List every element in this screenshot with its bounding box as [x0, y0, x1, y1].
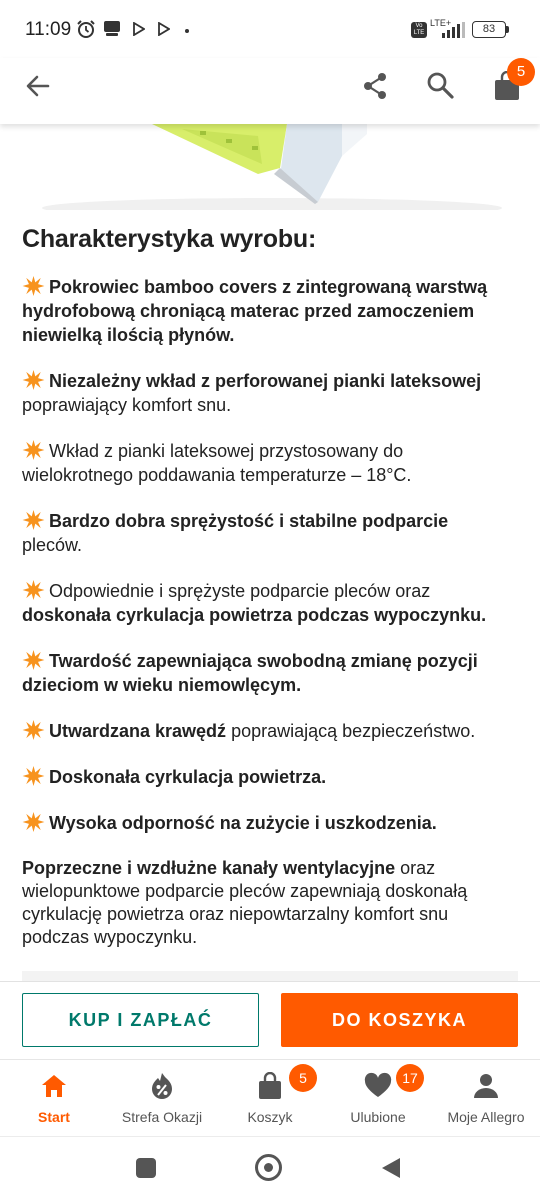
feature-bold-text: doskonała cyrkulacja powietrza podczas wypoczynku.	[22, 605, 487, 625]
feature-text: Odpowiednie i sprężyste podparcie pleców oraz	[49, 581, 431, 601]
feature-text: poprawiający komfort snu.	[22, 395, 232, 415]
feature-item	[22, 439, 512, 487]
battery-tip	[506, 26, 509, 33]
nav-item-koszyk[interactable]	[216, 1060, 324, 1137]
feature-bold-text: Doskonała cyrkulacja powietrza.	[49, 767, 327, 787]
feature-text: Wkład z pianki lateksowej przystosowany do wielokrotnego poddawania temperaturze – 18°C.	[22, 441, 412, 485]
alarm-icon	[76, 19, 96, 39]
nav-item-moje-allegro[interactable]	[432, 1060, 540, 1137]
cart-bag-icon	[256, 1072, 284, 1100]
battery-indicator: 83	[472, 21, 506, 38]
section-title: Charakterystyka wyrobu:	[22, 225, 317, 253]
heart-icon	[364, 1072, 392, 1100]
nav-label: Start	[38, 1109, 70, 1125]
home-icon	[40, 1072, 68, 1100]
summary-text: oraz wielopunktowe podparcie pleców zapewniają doskonałą cyrkulację powietrza oraz niepowtarzalny komfort snu podczas wypoczynku.	[22, 858, 468, 947]
favorites-count-badge: 17	[396, 1064, 424, 1092]
system-navigation-bar	[0, 1136, 540, 1200]
feature-bold-text: Utwardzana krawędź	[49, 721, 227, 741]
system-back-icon[interactable]	[380, 1157, 402, 1179]
nav-label: Moje Allegro	[447, 1109, 525, 1125]
sparkle-star-icon	[22, 440, 45, 460]
feature-item	[22, 649, 512, 697]
play-notification-icon	[158, 22, 170, 36]
feature-item	[22, 719, 512, 743]
status-bar	[0, 0, 540, 58]
volte-icon: Vo LTE	[411, 22, 427, 38]
purchase-action-bar	[0, 981, 540, 1059]
buy-and-pay-button[interactable]: KUP I ZAPŁAĆ	[22, 993, 259, 1047]
nav-item-strefa-okazji[interactable]	[108, 1060, 216, 1137]
cart-count-badge: 5	[507, 58, 535, 86]
calendar-notification-icon	[103, 19, 121, 37]
feature-item	[22, 765, 512, 789]
summary-paragraph	[22, 857, 512, 949]
feature-item	[22, 275, 512, 347]
signal-icon	[440, 22, 466, 38]
more-notifications-dot	[185, 29, 189, 33]
sparkle-star-icon	[22, 766, 45, 786]
nav-label: Ulubione	[350, 1109, 406, 1125]
home-button-dot	[264, 1163, 273, 1172]
feature-text: pleców.	[22, 535, 83, 555]
nav-label: Koszyk	[247, 1109, 293, 1125]
sparkle-star-icon	[22, 370, 45, 390]
feature-bold-text: Bardzo dobra sprężystość i stabilne podparcie	[49, 511, 449, 531]
sparkle-star-icon	[22, 812, 45, 832]
feature-item	[22, 369, 512, 417]
feature-item	[22, 811, 512, 835]
sparkle-star-icon	[22, 720, 45, 740]
feature-bold-text: Niezależny wkład z perforowanej pianki lateksowej	[49, 371, 482, 391]
sparkle-star-icon	[22, 650, 45, 670]
nav-label: Strefa Okazji	[121, 1109, 203, 1125]
person-icon	[472, 1072, 500, 1100]
product-description	[22, 222, 512, 949]
feature-bold-text: Wysoka odporność na zużycie i uszkodzenia.	[49, 813, 437, 833]
sparkle-star-icon	[22, 510, 45, 530]
feature-text: poprawiającą bezpieczeństwo.	[226, 721, 476, 741]
feature-item	[22, 579, 512, 627]
feature-bold-text: Pokrowiec bamboo covers z zintegrowaną warstwą hydrofobową chroniącą materac przed zamoczeniem niewielką ilością płynów.	[22, 277, 488, 345]
nav-item-ulubione[interactable]	[324, 1060, 432, 1137]
cart-count-badge: 5	[289, 1064, 317, 1092]
sparkle-star-icon	[22, 580, 45, 600]
bottom-navigation	[0, 1059, 540, 1136]
recent-apps-icon[interactable]	[136, 1158, 156, 1178]
add-to-cart-button[interactable]: DO KOSZYKA	[281, 993, 518, 1047]
mattress-illustration	[22, 124, 507, 210]
feature-item	[22, 509, 512, 557]
product-image	[22, 124, 507, 210]
sparkle-star-icon	[22, 276, 45, 296]
share-icon[interactable]	[361, 71, 389, 101]
feature-bold-text: Twardość zapewniająca swobodną zmianę pozycji dzieciom w wieku niemowlęcym.	[22, 651, 478, 695]
status-time: 11:09	[25, 19, 72, 40]
deals-tag-icon	[148, 1072, 176, 1100]
nav-item-start[interactable]	[0, 1060, 108, 1137]
summary-bold-text: Poprzeczne i wzdłużne kanały wentylacyjne	[22, 858, 396, 878]
app-bar	[0, 58, 540, 124]
play-notification-icon	[133, 22, 145, 36]
search-icon[interactable]	[426, 71, 454, 99]
back-arrow-icon[interactable]	[24, 72, 52, 100]
lte-label: LTE+	[430, 18, 452, 28]
home-button-icon[interactable]	[255, 1154, 282, 1181]
